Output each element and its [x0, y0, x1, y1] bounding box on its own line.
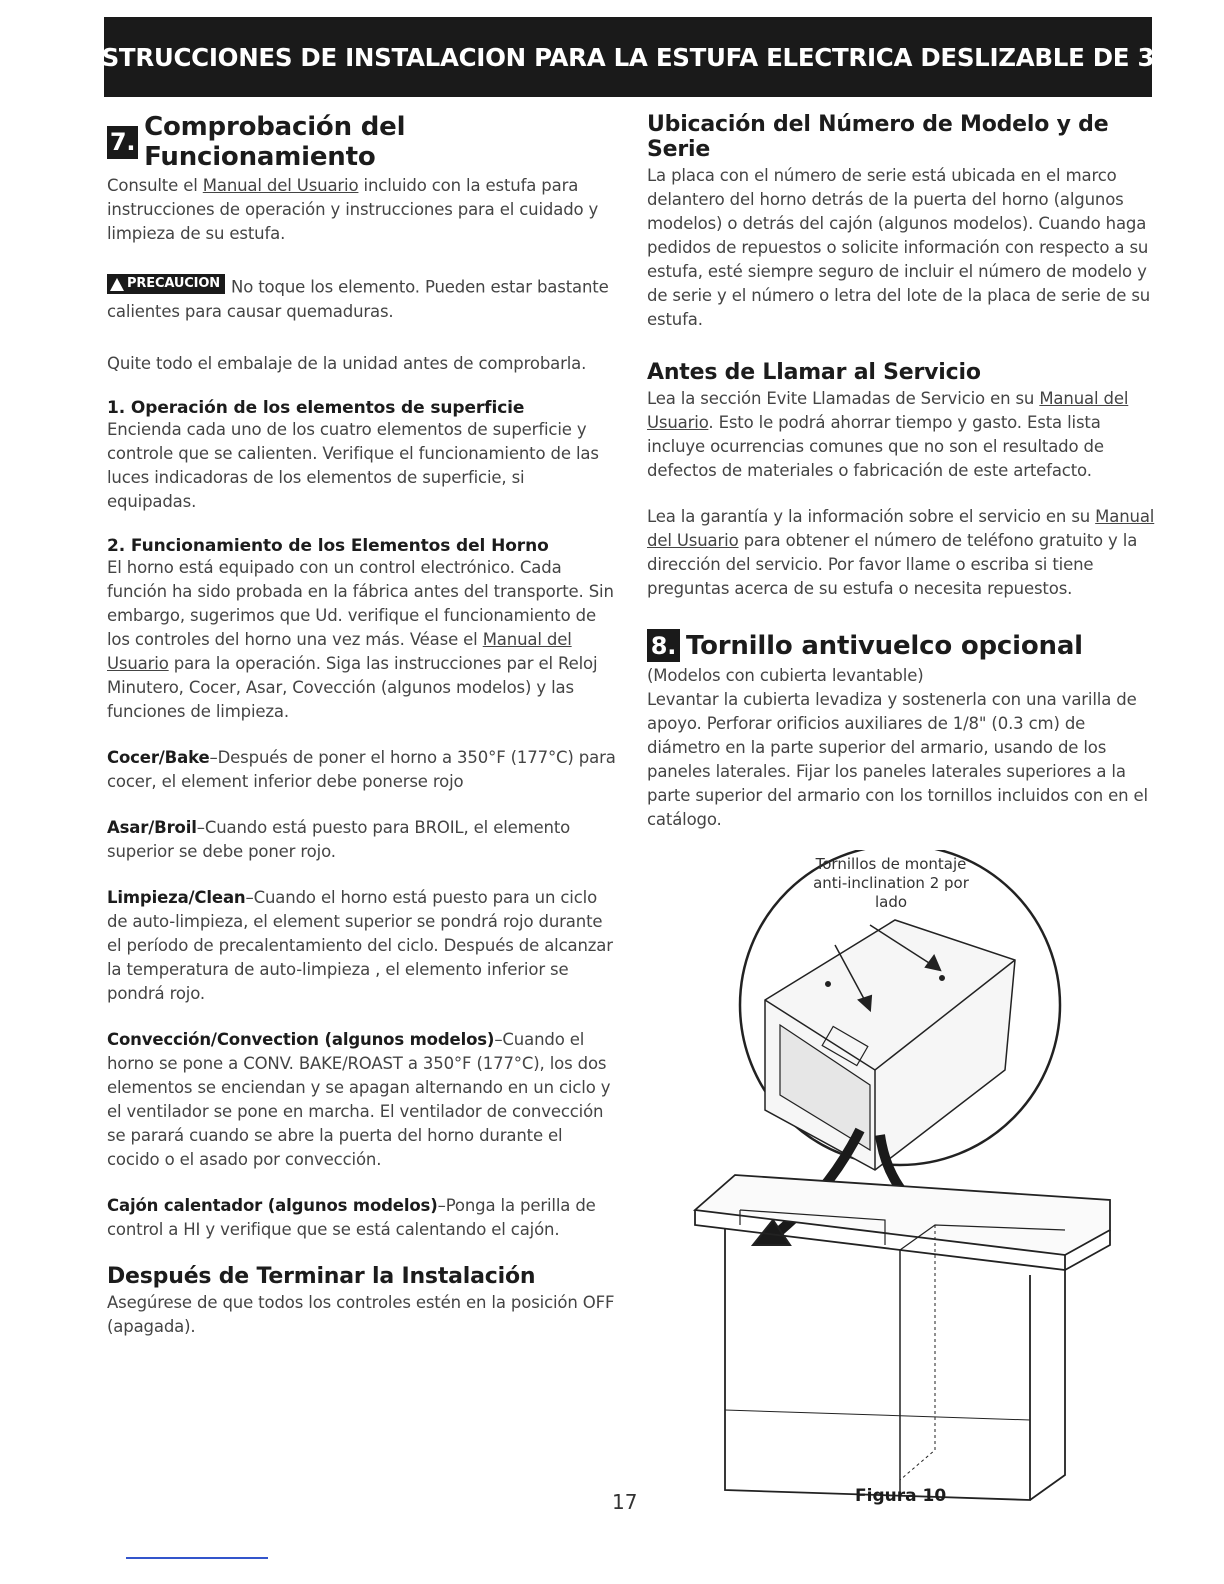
item-1-title: 1. Operación de los elementos de superficie — [107, 397, 525, 418]
section-7-title: Comprobación del Funcionamiento — [144, 112, 406, 172]
convection-text: Convección/Convection (algunos modelos)–Cuando el horno se pone a CONV. BAKE/ROAST a 350°F (177°C), los dos elementos se enciendan y se apagan alternando en un ciclo y el ventilador se pone en marcha. El ventilador de convección se parará cuando se abre la puerta del horno durante el cocido o el asado por convección. — [107, 1029, 611, 1169]
serial-title: Ubicación del Número de Modelo y de Serie — [647, 112, 1109, 162]
section-8-subtitle: (Modelos con cubierta levantable) — [647, 666, 924, 685]
after-install-text: Asegúrese de que todos los controles estén en la posición OFF (apagada). — [107, 1292, 615, 1336]
item-2-title: 2. Funcionamiento de los Elementos del Horno — [107, 535, 549, 556]
section-8-number: 8. — [647, 629, 680, 662]
caution-badge: PRECAUCION — [107, 274, 225, 294]
caution-paragraph — [107, 274, 617, 324]
left-column — [107, 112, 617, 1339]
manual-link: Manual del Usuario — [647, 507, 1155, 550]
bake-text: Cocer/Bake–Después de poner el horno a 350°F (177°C) para cocer, el element inferior debe ponerse rojo — [107, 747, 616, 791]
section-7-intro: Consulte el Manual del Usuario incluido con la estufa para instrucciones de operación y instrucciones para el cuidado y limpieza de su estufa. — [107, 176, 599, 243]
service-text-2: Lea la garantía y la información sobre el servicio en su Manual del Usuario para obtener el número de teléfono gratuito y la dirección del servicio. Por favor llame o escriba si tiene preguntas acerca de su estufa o necesita repuestos. — [647, 507, 1155, 598]
figure-10-illustration — [645, 850, 1115, 1520]
packaging-text: Quite todo el embalaje de la unidad antes de comprobarla. — [107, 353, 587, 373]
caution-text: No toque los elemento. Pueden estar bastante calientes para causar quemaduras. — [107, 277, 609, 321]
section-8-title: Tornillo antivuelco opcional — [686, 630, 1083, 661]
serial-text: La placa con el número de serie está ubicada en el marco delantero del horno detrás de la puerta del horno (algunos modelos) o detrás del cajón (algunos modelos). Cuando haga pedidos de repuestos o solicite información con respecto a su estufa, esté siempre seguro de incluir el número de modelo y de serie y el número o letra del lote de la placa de serie de su estufa. — [647, 166, 1151, 329]
figure-label: Figura 10 — [855, 1486, 947, 1506]
broil-text: Asar/Broil–Cuando está puesto para BROIL, el elemento superior se debe poner rojo. — [107, 817, 571, 861]
service-title: Antes de Llamar al Servicio — [647, 360, 981, 385]
manual-link: Manual del Usuario — [202, 176, 359, 195]
warning-icon — [110, 278, 124, 291]
item-1-text: Encienda cada uno de los cuatro elementos de superficie y controle que se calienten. Verifique el funcionamiento de las luces indicadoras de los elementos de superficie, si equipadas. — [107, 419, 599, 511]
page-banner: INSTRUCCIONES DE INSTALACION PARA LA ESTUFA ELECTRICA DESLIZABLE DE 30" — [104, 17, 1152, 97]
after-install-title: Después de Terminar la Instalación — [107, 1263, 536, 1289]
right-column — [647, 112, 1159, 832]
manual-link: Manual del Usuario — [107, 629, 572, 673]
page-number: 17 — [612, 1490, 638, 1514]
drawer-text: Cajón calentador (algunos modelos)–Ponga la perilla de control a HI y verifique que se está calentando el cajón. — [107, 1195, 596, 1239]
clean-text: Limpieza/Clean–Cuando el horno está puesto para un ciclo de auto-limpieza, el element superior se pondrá rojo durante el período de precalentamiento del ciclo. Después de alcanzar la temperatura de auto-limpieza , el elemento inferior se pondrá rojo. — [107, 887, 613, 1003]
section-8-text: Levantar la cubierta levadiza y sostenerla con una varilla de apoyo. Perforar orificios auxiliares de 1/8" (0.3 cm) de diámetro en la parte superior del armario, usando de los paneles laterales. Fijar los paneles laterales superiores a la parte superior del armario con los tornillos incluidos con en el catálogo. — [647, 690, 1148, 829]
section-7-heading — [107, 112, 617, 172]
section-8-heading — [647, 629, 1159, 662]
footer-rule — [126, 1557, 268, 1559]
service-text-1: Lea la sección Evite Llamadas de Servicio en su Manual del Usuario. Esto le podrá ahorrar tiempo y gasto. Esta lista incluye ocurrencias comunes que no son el resultado de defectos de materiales o fabricación de este artefacto. — [647, 389, 1129, 480]
manual-link: Manual del Usuario — [647, 389, 1129, 432]
item-2-text: El horno está equipado con un control electrónico. Cada función ha sido probada en la fábrica antes del transporte. Sin embargo, sugerimos que Ud. verifique el funcionamiento de los controles del horno una vez más. Véase el Manual del Usuario para la operación. Siga las instrucciones par el Reloj Minutero, Cocer, Asar, Covección (algunos modelos) y las funciones de limpieza. — [107, 557, 614, 721]
figure-callout: Tornillos de montaje anti-inclination 2 por lado — [813, 855, 969, 911]
section-7-number: 7. — [107, 126, 138, 159]
